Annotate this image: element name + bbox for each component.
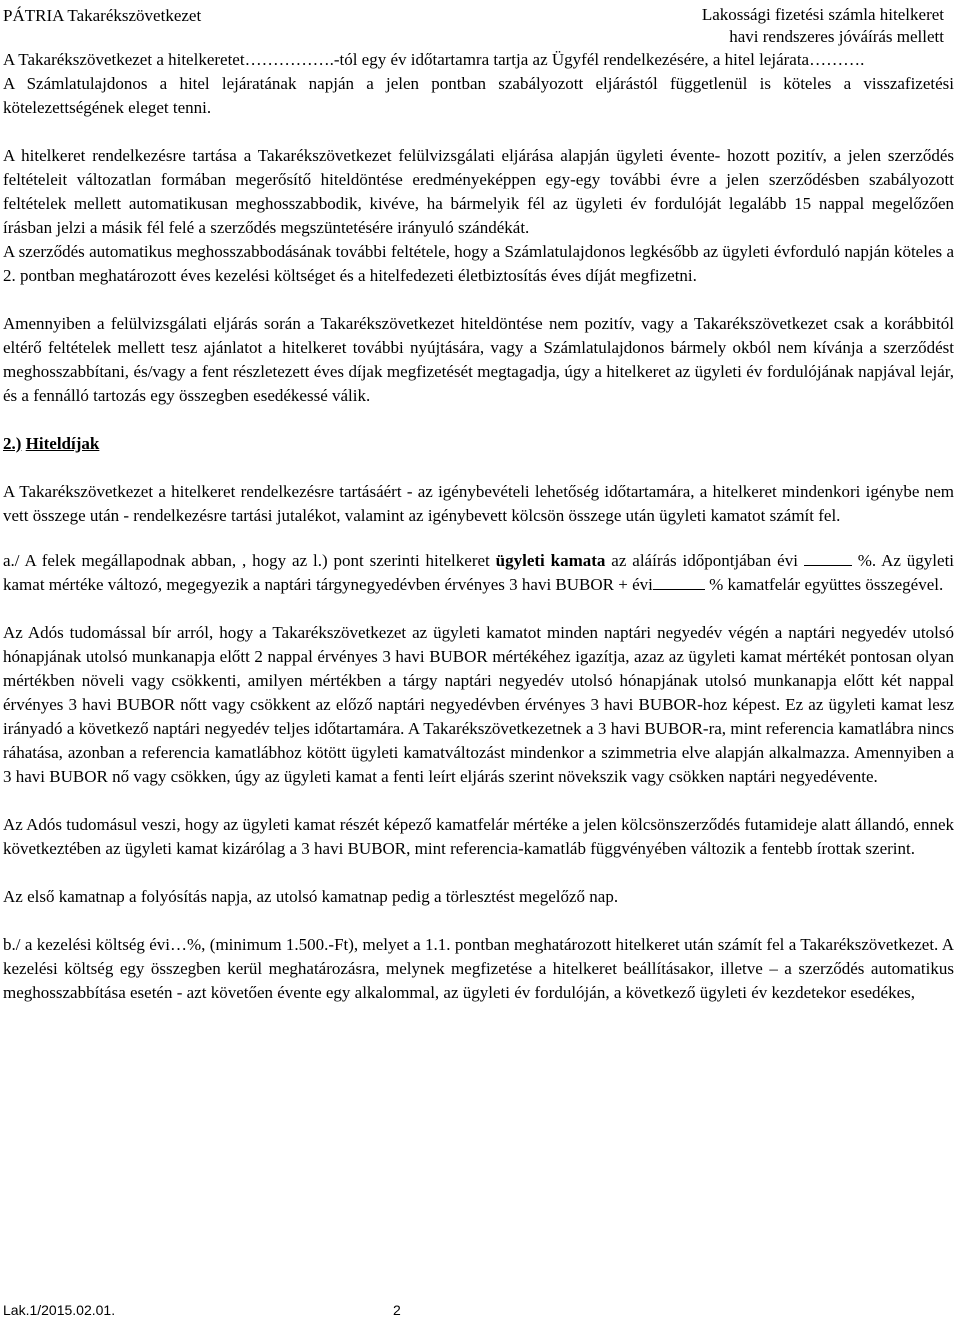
header-title-line-2: havi rendszeres jóváírás mellett [729,27,944,46]
paragraph-fixed-margin: Az Adós tudomásul veszi, hogy az ügyleti kamat részét képező kamatfelár mértéke a jelen kölcsönszerződés futamideje alatt állandó, ennek következtében az ügyleti kamat kizárólag a 3 havi BUBOR, mint referencia-kamatláb függvényében változik a fentebb írottak szerint. [3,815,954,858]
footer-document-code: Lak.1/2015.02.01. [3,1302,116,1318]
header-document-type [702,4,944,48]
paragraph-interest-days: Az első kamatnap a folyósítás napja, az utolsó kamatnap pedig a törlesztést megelőző nap. [3,887,619,906]
paragraph-interest-adjustment: Az Adós tudomással bír arról, hogy a Takarékszövetkezet az ügyleti kamatot minden naptári negyedév végén a naptári negyedév utolsó hónapjának utolsó munkanapja előtt 2 nappal érvényes 3 havi BUBOR mértékéhez igazítja, azaz az ügyleti kamat mértékét pontosan olyan mértékben növeli vagy csökkenti, amilyen mértékben a tárgy naptári negyedév utolsó hónapjának utolsó munkanapja előtt két nappal érvényes 3 havi BUBOR nőtt vagy csökkent az előző naptári negyedévben érvényes 3 havi BUBOR-hoz képest. Ez az ügyleti kamat lesz irányadó a következő naptári negyedév teljes időtartamára. A Takarékszövetkezetnek a 3 havi BUBOR-ra, mint referencia kamatlábra nincs ráhatása, azonban a referencia kamatlábhoz kötött ügyleti kamatváltozást mindenkor a szimmetria elve alapján alkalmazza. Amennyiben a 3 havi BUBOR nő vagy csökken, úgy az ügyleti kamat a fenti leírt eljárás szerint növekszik vagy csökken naptári negyedévente. [3,623,954,786]
paragraph-fees-intro: A Takarékszövetkezet a hitelkeret rendelkezésre tartásáért - az igénybevételi lehetőség időtartamára, a hitelkeret mindenkori igénybe nem vett összege után - rendelkezésre tartási jutalékot, valamint az igénybevett kölcsön összege után ügyleti kamatot számít fel. [3,482,954,525]
interest-text-c: %. Az ügyleti kamat mértéke változó, megegyezik a naptári tárgynegyedévben érvényes 3 havi BUBOR + évi [3,551,955,594]
margin-rate-blank[interactable] [653,574,705,590]
document-body [3,48,954,1005]
paragraph-handling-fee: b./ a kezelési költség évi…%, (minimum 1.500.-Ft), melyet a 1.1. pontban meghatározott hitelkeret után számít fel a Takarékszövetkezet. A kezelési költség egy összegben kerül meghatározásra, melynek megfizetése a hitelkeret beállításakor, illetve – a szerződés automatikus meghosszabbítása esetén - azt követően évente egy alkalommal, az ügyleti év fordulóján, a következő ügyleti év kezdetekor esedékes, [3,935,954,1002]
interest-text-a: a./ A felek megállapodnak abban, , hogy az l.) pont szerinti hitelkeret [3,551,496,570]
page-header [0,4,960,48]
paragraph-credit-term: A Takarékszövetkezet a hitelkeretet…………….-tól egy év időtartamra tartja az Ügyfél rendelkezésére, a hitel lejárata………. [3,50,865,69]
section-number: 2.) [3,434,22,453]
interest-bold-term: ügyleti kamata [495,551,606,570]
paragraph-renewal-condition: A szerződés automatikus meghosszabbodásának további feltétele, hogy a Számlatulajdonos legkésőbb az ügyleti évforduló napján köteles a 2. pontban meghatározott éves kezelési költséget és a hitelfedezeti életbiztosítás éves díját megfizetni. [3,242,954,285]
header-institution: PÁTRIA Takarékszövetkezet [3,6,202,25]
section-heading [3,432,954,456]
section-title: Hiteldíjak [25,434,100,453]
header-title-line-1: Lakossági fizetési számla hitelkeret [701,5,944,24]
paragraph-non-renewal: Amennyiben a felülvizsgálati eljárás során a Takarékszövetkezet hiteldöntése nem pozitív, vagy a Takarékszövetkezet csak a korábbitól eltérő feltételek mellett tesz ajánlatot a hitelkeret további nyújtására, vagy a Számlatulajdonos bármely okból nem kívánja a szerződést meghosszabbítani, és/vagy a fent részletezett éves díjak megfizetését megtagadja, úgy a hitelkeret az ügyleti év fordulójának napjával lejár, és a fennálló tartozás egy összegben esedékessé válik. [3,314,954,405]
page-footer [3,1302,401,1318]
paragraph-interest-rate [3,549,954,597]
interest-text-d: % kamatfelár együttes összegével. [704,575,944,594]
paragraph-renewal-review: A hitelkeret rendelkezésre tartása a Takarékszövetkezet felülvizsgálati eljárása alapján ügyleti évente- hozott pozitív, a jelen szerződés feltételeit változatlan formában megerősítő hiteldöntése eredményeképpen egy-egy további évre a jelen szerződésben szabályozott feltételek mellett automatikusan meghosszabbodik, kivéve, ha bármelyik fél az ügyleti év fordulóját legalább 15 nappal megelőzően írásban jelzi a másik fél felé a szerződés megszüntetésére irányuló szándékát. [3,146,954,237]
paragraph-repayment-obligation: A Számlatulajdonos a hitel lejáratának napján a jelen pontban szabályozott eljárástól függetlenül is köteles a visszafizetési kötelezettségének eleget tenni. [3,74,954,117]
footer-page-number: 2 [393,1302,401,1318]
interest-text-b: az aláírás időpontjában évi [605,551,798,570]
interest-rate-blank[interactable] [804,550,852,566]
